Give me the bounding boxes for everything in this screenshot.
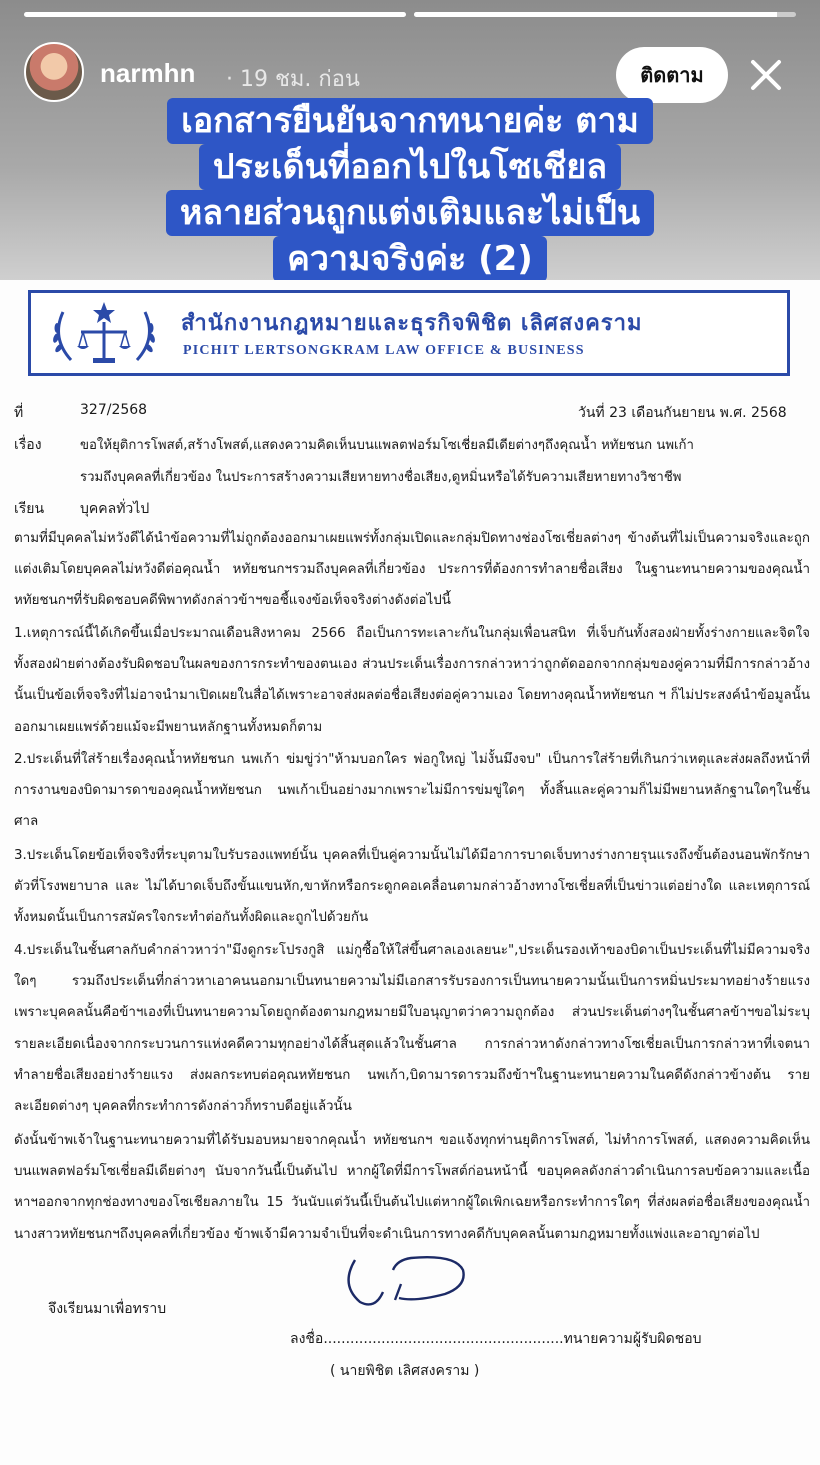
to-label: เรียน: [14, 501, 45, 517]
story-caption: [130, 98, 690, 282]
caption-line-4: ความจริงค่ะ (2): [273, 236, 547, 282]
letterhead: [28, 290, 790, 376]
closing-text: จึงเรียนมาเพื่อทราบ: [48, 1301, 167, 1317]
story-progress-fill-1: [24, 12, 406, 17]
ref-number: 327/2568: [80, 402, 148, 418]
paragraph-3: 3.ประเด็นโดยข้อเท็จจริงที่ระบุตามใบรับรองแพทย์นั้น บุคคลที่เป็นคู่ความนั้นไม่ได้มีอาการบาดเจ็บทางร่างกายรุนแรงถึงขั้นต้องนอนพักรักษาตัวที่โรงพยาบาล และ ไม่ได้บาดเจ็บถึงขั้นแขนหัก,ขาหักหรือกระดูกคอเคลื่อนตามกล่าวอ้างทางโซเชี่ยลที่เป็นข่าวแต่อย่างใด และเหตุการณ์ทั้งหมดนั้นเป็นการสมัครใจกระทำต่อกันทั้งผิดและถูกไปด้วยกัน: [14, 848, 810, 926]
subject-label: เรื่อง: [14, 437, 42, 453]
caption-line-2: ประเด็นที่ออกไปในโซเชียล: [199, 144, 621, 190]
subject-line-1: ขอให้ยุติการโพสต์,สร้างโพสต์,แสดงความคิดเห็นบนแพลตฟอร์มโซเชี่ยลมีเดียต่างๆถึงคุณน้ำ หทัยชนก นพเก้า: [80, 438, 694, 453]
paragraph-intro: ตามที่มีบุคคลไม่หวังดีได้นำข้อความที่ไม่ถูกต้องออกมาเผยแพร่ทั้งกลุ่มเปิดและกลุ่มปิดทางช่องโซเชี่ยลต่างๆ ข้างต้นที่ไม่เป็นความจริงและถูกแต่งเติมโดยบุคคลไม่หวังดีต่อคุณน้ำ หทัยชนกฯรวมถึงบุคคลที่เกี่ยวข้อง ประการที่ต้องการทำลายชื่อเสียง ในฐานะทนายความของคุณน้ำ หทัยชนกฯที่รับผิดชอบคดีพิพาทดังกล่าวข้าฯขอชี้แจงข้อเท็จจริงต่างดังต่อไปนี้: [14, 531, 810, 609]
story-progress-bar-2: [414, 12, 796, 17]
follow-button[interactable]: ติดตาม: [616, 47, 728, 103]
signature-mark: [335, 1240, 475, 1310]
username[interactable]: narmhn: [100, 58, 196, 88]
close-icon[interactable]: [748, 57, 784, 93]
document-date: วันที่ 23 เดือนกันยายน พ.ศ. 2568: [578, 405, 787, 421]
story-progress-bar-1: [24, 12, 406, 17]
paragraph-4: 4.ประเด็นในชั้นศาลกับคำกล่าวหาว่า"มึงดูกระโปรงกูสิ แม่กูซื้อให้ใส่ขึ้นศาลเองเลยนะ",ประเด็นรองเท้าของบิดาเป็นประเด็นที่ไม่มีความจริงใดๆ รวมถึงประเด็นที่กล่าวหาเอาคนนอกมาเป็นทนายความไม่มีเอกสารรับรองการเป็นทนายความนั้นเป็นการหมิ่นประมาทอย่างร้ายแรงเพราะบุคคลนั้นคือข้าฯเองที่เป็นทนายความโดยถูกต้องตามกฎหมายมีใบอนุญาตว่าความถูกต้อง ส่วนประเด็นต่างๆในชั้นศาลข้าฯขอไม่ระบุรายละเอียดเนื่องจากกระบวนการแห่งคดีความทุกอย่างได้สิ้นสุดแล้วในชั้นศาล การกล่าวหาดังกล่าวทางโซเชี่ยลเป็นการกล่าวหาที่เจตนาทำลายชื่อเสียงอย่างร้ายแรง ส่งผลกระทบต่อคุณหทัยชนก นพเก้า,บิดามารดารวมถึงข้าฯในฐานะทนายความในคดีดังกล่าวข้างต้น รายละเอียดต่างๆ บุคคลที่กระทำการดังกล่าวก็ทราบดีอยู่แล้วนั้น: [14, 943, 810, 1115]
legal-document: [0, 280, 820, 1465]
paragraph-conclusion: ดังนั้นข้าพเจ้าในฐานะทนายความที่ได้รับมอบหมายจากคุณน้ำ หทัยชนกฯ ขอแจ้งทุกท่านยุติการโพสต์, ไม่ทำการโพสต์, แสดงความคิดเห็น บนแพลตฟอร์มโซเชี่ยลมีเดียต่างๆ นับจากวันนี้เป็นต้นไป หากผู้ใดที่มีการโพสต์ก่อนหน้านี้ ขอบุคคลดังกล่าวดำเนินการลบข้อความและเนื้อหาฯออกจากทุกช่องทางของโซเชียลภายใน 15 วันนับแต่วันนี้เป็นต้นไปแต่หากผู้ใดเพิกเฉยหรือกระทำการใดๆ ที่ส่งผลต่อชื่อเสียงของคุณน้ำ นางสาวหทัยชนกฯถึงบุคคลที่เกี่ยวข้อง ข้าพเจ้ามีความจำเป็นที่จะดำเนินการทางคดีกับบุคคลนั้นตามกฎหมายทั้งแพ่งและอาญาต่อไป: [14, 1133, 810, 1242]
paragraph-1: 1.เหตุการณ์นี้ได้เกิดขึ้นเมื่อประมาณเดือนสิงหาคม 2566 ถือเป็นการทะเลาะกันในกลุ่มเพื่อนสนิท ที่เจ็บกันทั้งสองฝ่ายทั้งร่างกายและจิตใจ ทั้งสองฝ่ายต่างต้องรับผิดชอบในผลของการกระทำของตนเอง ส่วนประเด็นเรื่องการกล่าวหาว่าถูกตัดออกจากกลุ่มของคู่ความที่มีการกล่าวอ้างนั้นเป็นข้อเท็จจริงที่ไม่อาจนำมาเปิดเผยในสื่อได้เพราะอาจส่งผลต่อชื่อเสียงต่อคู่ความเอง โดยทางคุณน้ำหทัยชนก ฯ ก็ไม่ประสงค์นำข้อมูลนั้นออกมาเผยแพร่ด้วยแม้จะมีพยานหลักฐานทั้งหมดก็ตาม: [14, 626, 810, 735]
caption-line-1: เอกสารยืนยันจากทนายค่ะ ตาม: [167, 98, 653, 144]
story-progress-fill-2: [414, 12, 777, 17]
to-value: บุคคลทั่วไป: [80, 501, 150, 517]
law-office-logo-icon: [41, 298, 167, 370]
signature-line: ลงชื่อ......................................................ทนายความผู้รับผิดชอบ: [290, 1331, 702, 1347]
letterhead-thai-name: สำนักงานกฎหมายและธุรกิจพิชิต เลิศสงคราม: [181, 311, 643, 336]
post-time: · 19 ชม. ก่อน: [226, 67, 360, 92]
avatar[interactable]: [24, 42, 84, 102]
ref-label: ที่: [14, 405, 24, 421]
paragraph-2: 2.ประเด็นที่ใส่ร้ายเรื่องคุณน้ำหทัยชนก นพเก้า ข่มขู่ว่า"ห้ามบอกใคร พ่อกูใหญ่ ไม่งั้นมึงจบ" เป็นการใส่ร้ายที่เกินกว่าเหตุและส่งผลถึงหน้าที่การงานของบิดามารดาของคุณน้ำหทัยชนก นพเก้าเป็นอย่างมากเพราะไม่มีการข่มขู่ใดๆ ทั้งสิ้นและคู่ความก็ไม่มีพยานหลักฐานใดๆในชั้นศาล: [14, 752, 810, 830]
letterhead-english-name: PICHIT LERTSONGKRAM LAW OFFICE & BUSINESS: [183, 343, 585, 358]
caption-line-3: หลายส่วนถูกแต่งเติมและไม่เป็น: [166, 190, 654, 236]
subject-line-2: รวมถึงบุคคลที่เกี่ยวข้อง ในประการสร้างความเสียหายทางชื่อเสียง,ดูหมิ่นหรือได้รับความเสียหายทางวิชาชีพ: [80, 470, 682, 485]
signatory-name: ( นายพิชิต เลิศสงคราม ): [330, 1363, 480, 1379]
